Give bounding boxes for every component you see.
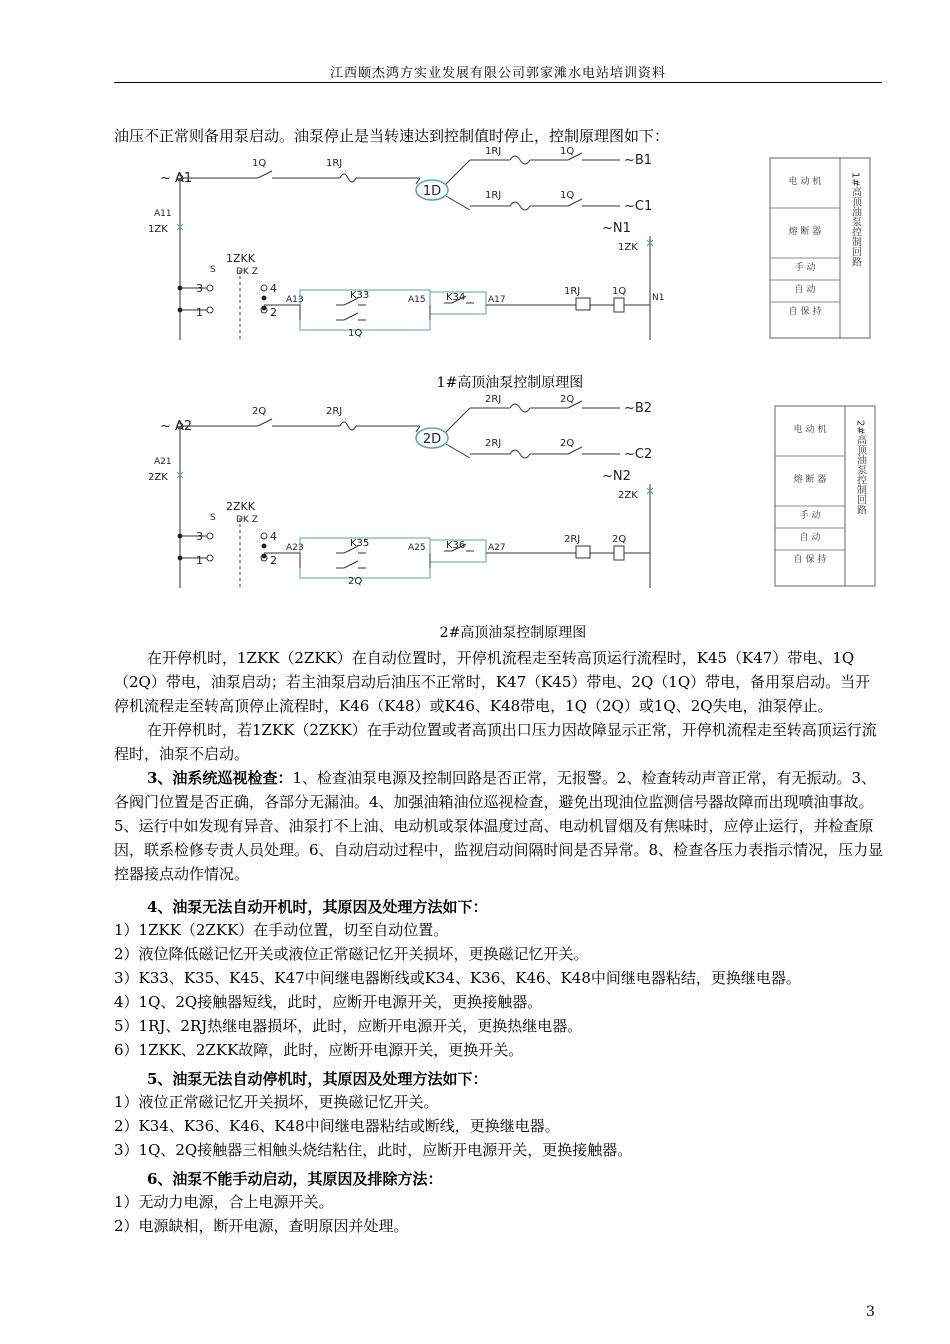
junction-dot	[262, 296, 267, 301]
terminal-1-label: 1	[196, 554, 203, 567]
motor-label: 2D	[422, 432, 442, 447]
legend-item: 自 保 持	[788, 307, 822, 317]
selector-s-label: S	[210, 513, 216, 523]
terminal-3-label: 3	[196, 282, 203, 295]
wire	[446, 408, 470, 432]
terminal-2-label: 2	[270, 306, 277, 319]
legend-item: 熔 断 器	[788, 227, 822, 237]
q-label: 1Q	[612, 286, 627, 297]
neutral-label: ~N1	[602, 221, 631, 236]
legend-item: 自 动	[799, 533, 821, 543]
terminal	[261, 285, 267, 291]
page-number: 3	[866, 1304, 875, 1320]
contactor-coil	[614, 546, 624, 560]
thermal-relay	[510, 404, 530, 412]
relay-k-label: K35	[350, 538, 370, 549]
junction-dot	[178, 556, 183, 561]
rj-label: 2RJ	[485, 438, 502, 449]
list-item: 6）1ZKK、2ZKK故障，此时，应断开电源开关，更换开关。	[114, 1041, 524, 1059]
terminal	[207, 555, 213, 561]
q-contact	[258, 419, 272, 426]
rj-label: 1RJ	[326, 158, 343, 169]
legend-title: 2#高顶油泵控制回路	[854, 420, 866, 515]
neutral-node-label: N1	[652, 293, 665, 303]
legend-item: 手 动	[799, 511, 821, 521]
section-3-inspection	[114, 766, 884, 886]
thermal-contact	[576, 546, 590, 558]
paragraph-manual-mode: 在开停机时，若1ZKK（2ZKK）在手动位置或者高顶出口压力因故障显示正常，开停机流程走至转高顶运行流程时，油泵不启动。	[114, 721, 877, 763]
terminal	[261, 533, 267, 539]
q-label: 2Q	[252, 406, 267, 417]
section-4-heading: 4、油泵无法自动开机时，其原因及处理方法如下：	[147, 898, 488, 916]
terminal	[207, 285, 213, 291]
page-header: 江西颐杰鸿方实业发展有限公司郭家滩水电站培训资料	[329, 66, 666, 81]
fuse-label: 2ZK	[618, 490, 638, 501]
selector-switch-label: 1ZKK	[226, 252, 255, 265]
motor-label: 1D	[422, 184, 442, 199]
node-label: A23	[286, 543, 304, 553]
wire	[446, 160, 470, 184]
neutral-label: ~N2	[602, 469, 631, 484]
junction-dot	[178, 308, 183, 313]
wire	[446, 444, 470, 458]
node-label: A27	[488, 543, 506, 553]
fuse-label: 1ZK	[618, 242, 638, 253]
list-item: 1）无动力电源，合上电源开关。	[114, 1193, 334, 1211]
relay-k-label: K34	[446, 292, 466, 303]
rj-label: 2RJ	[485, 394, 502, 405]
phase-a-label: ~ A1	[160, 171, 193, 186]
node-label: A15	[408, 295, 426, 305]
junction-dot	[262, 306, 267, 311]
terminal-4-label: 4	[270, 282, 277, 295]
terminal-2-label: 2	[270, 554, 277, 567]
diagram-1-caption: 1#高顶油泵控制原理图	[436, 375, 584, 391]
section-6-heading: 6、油泵不能手动启动，其原因及排除方法：	[147, 1170, 443, 1188]
hold-contact	[344, 561, 358, 568]
section-3-heading: 3、油系统巡视检查：	[147, 769, 293, 787]
legend-item: 手 动	[794, 263, 816, 273]
junction-dot	[262, 554, 267, 559]
phase-b-label: ~B2	[624, 401, 653, 416]
list-item: 3）K33、K35、K45、K47中间继电器断线或K34、K36、K46、K48中间继电器粘结，更换继电器。	[114, 969, 801, 987]
header-divider	[114, 82, 882, 83]
list-item: 3）1Q、2Q接触器三相触头烧结粘住，此时，应断开电源开关，更换接触器。	[114, 1141, 633, 1159]
selector-pos-label: DK Z	[236, 515, 258, 525]
legend-item: 电 动 机	[788, 177, 822, 187]
node-label: A13	[286, 295, 304, 305]
list-item: 1）1ZKK（2ZKK）在手动位置，切至自动位置。	[114, 921, 449, 939]
legend-item: 电 动 机	[793, 425, 827, 435]
q-label: 1Q	[252, 158, 267, 169]
wire	[446, 196, 470, 210]
q-label: 1Q	[560, 190, 575, 201]
legend-item: 熔 断 器	[793, 475, 827, 485]
phase-b-label: ~B1	[624, 153, 653, 168]
rj-label: 2RJ	[326, 406, 343, 417]
terminal-1-label: 1	[196, 306, 203, 319]
junction-dot	[178, 286, 183, 291]
diagram-2-caption: 2#高顶油泵控制原理图	[439, 625, 587, 641]
q-label: 2Q	[560, 438, 575, 449]
q-label: 2Q	[560, 394, 575, 405]
rj-label: 1RJ	[485, 190, 502, 201]
fuse-label: 2ZK	[148, 472, 168, 483]
terminal	[207, 533, 213, 539]
a-node-label: A21	[154, 457, 172, 467]
node-label: A25	[408, 543, 426, 553]
list-item: 5）1RJ、2RJ热继电器损坏，此时，应断开电源开关，更换热继电器。	[114, 1017, 583, 1035]
paragraph-auto-mode: 在开停机时，1ZKK（2ZKK）在自动位置时，开停机流程走至转高顶运行流程时，K45（K47）带电、1Q（2Q）带电，油泵启动；若主油泵启动后油压不正常时，K47（K45）带电、2Q（1Q）带电，备用泵启动。当开停机流程走至转高顶停止流程时，K46（K48）或K46、K48带电，1Q（2Q）或1Q、2Q失电，油泵停止。	[114, 649, 871, 715]
relay-k-label: K36	[446, 540, 466, 551]
terminal	[207, 307, 213, 313]
section-3-text: 1、检查油泵电源及控制回路是否正常，无报警。2、检查转动声音正常，有无振动。3、各阀门位置是否正确，各部分无漏油。4、加强油箱油位巡视检查，避免出现油位监测信号器故障而出现喷油事故。5、运行中如发现有异音、油泵打不上油、电动机或泵体温度过高、电动机冒烟及有焦味时，应停止运行，并检查原因，联系检修专责人员处理。6、自动启动过程中，监视启动间隔时间是否异常。8、检查各压力表指示情况，压力显控器接点动作情况。	[114, 769, 884, 883]
junction-dot	[178, 534, 183, 539]
selector-pos-label: DK Z	[236, 267, 258, 277]
phase-c-label: ~C1	[624, 199, 653, 214]
list-item: 4）1Q、2Q接触器短线，此时，应断开电源开关，更换接触器。	[114, 993, 543, 1011]
intro-text: 油压不正常则备用泵启动。油泵停止是当转速达到控制值时停止，控制原理图如下：	[114, 127, 670, 145]
thermal-relay	[510, 202, 530, 210]
selector-s-label: S	[210, 265, 216, 275]
contactor-coil	[614, 298, 624, 312]
legend-item: 自 保 持	[793, 555, 827, 565]
oil-pump-2-control-diagram	[140, 388, 880, 598]
selector-switch-label: 2ZKK	[226, 500, 255, 513]
q-hold-label: 2Q	[348, 576, 363, 587]
phase-c-label: ~C2	[624, 447, 653, 462]
rj-label: 1RJ	[564, 286, 581, 297]
rj-label: 1RJ	[485, 146, 502, 157]
oil-pump-1-control-diagram	[140, 140, 880, 350]
thermal-relay	[340, 174, 356, 182]
rj-label: 2RJ	[564, 534, 581, 545]
terminal-3-label: 3	[196, 530, 203, 543]
legend-item: 自 动	[794, 285, 816, 295]
junction-dot	[262, 544, 267, 549]
hold-contact	[344, 313, 358, 320]
q-contact	[258, 171, 272, 178]
thermal-relay	[510, 450, 530, 458]
q-label: 2Q	[612, 534, 627, 545]
thermal-contact	[576, 298, 590, 310]
list-item: 2）电源缺相，断开电源，查明原因并处理。	[114, 1217, 409, 1235]
list-item: 2）K34、K36、K46、K48中间继电器粘结或断线，更换继电器。	[114, 1117, 560, 1135]
legend-title: 1#高顶油泵控制回路	[849, 172, 861, 267]
q-hold-label: 1Q	[348, 328, 363, 339]
thermal-relay	[510, 156, 530, 164]
section-5-heading: 5、油泵无法自动停机时，其原因及处理方法如下：	[147, 1070, 488, 1088]
q-label: 1Q	[560, 146, 575, 157]
fuse-label: 1ZK	[148, 224, 168, 235]
phase-a-label: ~ A2	[160, 419, 193, 434]
list-item: 1）液位正常磁记忆开关损坏，更换磁记忆开关。	[114, 1093, 439, 1111]
list-item: 2）液位降低磁记忆开关或液位正常磁记忆开关损坏，更换磁记忆开关。	[114, 945, 589, 963]
terminal-4-label: 4	[270, 530, 277, 543]
node-label: A17	[488, 295, 506, 305]
thermal-relay	[340, 422, 356, 430]
a-node-label: A11	[154, 209, 172, 219]
relay-k-label: K33	[350, 290, 370, 301]
